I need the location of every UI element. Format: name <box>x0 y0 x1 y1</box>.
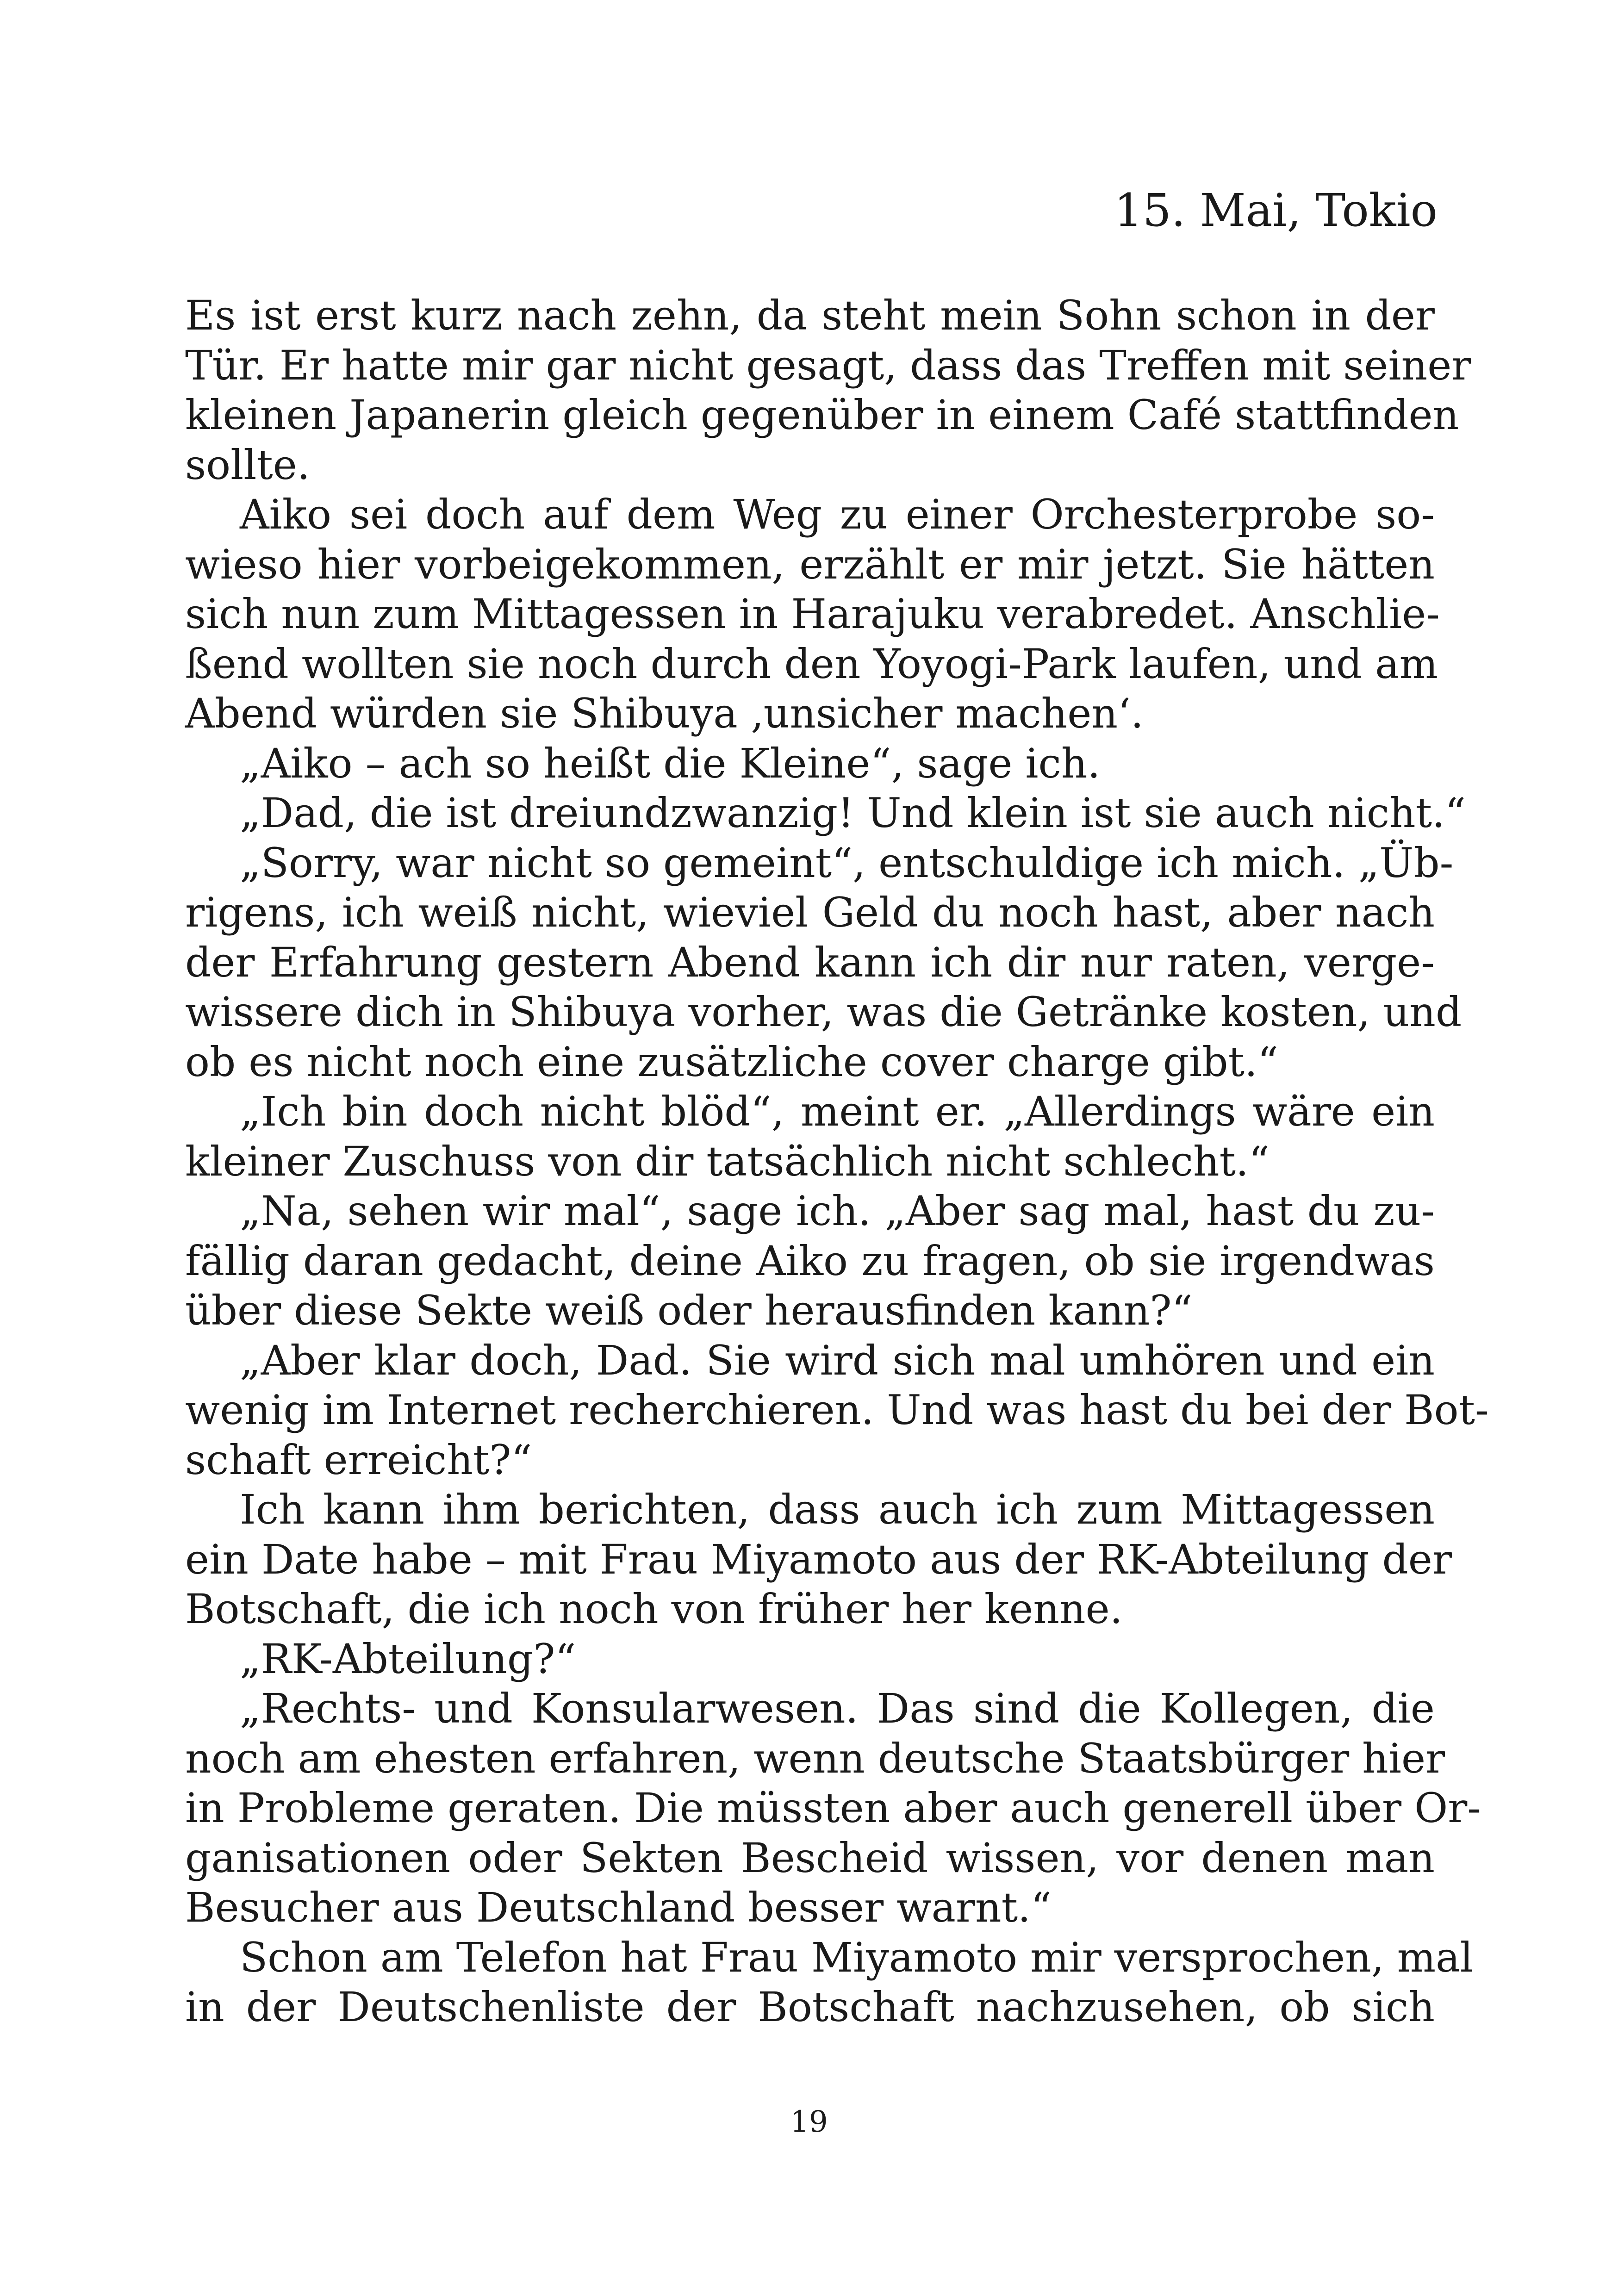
text-line: „Ich bin doch nicht blöd“, meint er. „Allerdings wäre ein <box>240 1088 1435 1135</box>
text-line: Schon am Telefon hat Frau Miyamoto mir versprochen, mal <box>240 1933 1473 1981</box>
text-line: „Sorry, war nicht so gemeint“, entschuldige ich mich. „Üb- <box>240 839 1454 887</box>
text-line: wieso hier vorbeigekommen, erzählt er mir jetzt. Sie hätten <box>185 540 1435 588</box>
text-line: „RK-Abteilung?“ <box>240 1635 576 1683</box>
text-line: sich nun zum Mittagessen in Harajuku verabredet. Anschlie- <box>185 590 1440 638</box>
text-line: ßend wollten sie noch durch den Yoyogi-Park laufen, und am <box>185 640 1438 688</box>
body-text <box>185 291 1489 2032</box>
text-line: „Na, sehen wir mal“, sage ich. „Aber sag mal, hast du zu- <box>240 1187 1435 1235</box>
text-line: „Aber klar doch, Dad. Sie wird sich mal umhören und ein <box>240 1336 1435 1384</box>
text-line: über diese Sekte weiß oder herausfinden kann?“ <box>185 1287 1193 1334</box>
chapter-heading: 15. Mai, Tokio <box>1114 184 1438 236</box>
text-line: Ich kann ihm berichten, dass auch ich zum Mittagessen <box>240 1486 1435 1533</box>
text-line: in der Deutschenliste der Botschaft nachzusehen, ob sich <box>185 1983 1435 2031</box>
text-line: noch am ehesten erfahren, wenn deutsche Staatsbürger hier <box>185 1734 1445 1782</box>
text-line: ob es nicht noch eine zusätzliche cover charge gibt.“ <box>185 1038 1278 1086</box>
text-line: schaft erreicht?“ <box>185 1436 532 1484</box>
text-line: wissere dich in Shibuya vorher, was die Getränke kosten, und <box>185 988 1462 1036</box>
text-line: wenig im Internet recherchieren. Und was hast du bei der Bot- <box>185 1386 1489 1434</box>
text-line: der Erfahrung gestern Abend kann ich dir nur raten, verge- <box>185 938 1435 986</box>
text-line: Tür. Er hatte mir gar nicht gesagt, dass das Treffen mit seiner <box>185 341 1471 389</box>
text-line: Aiko sei doch auf dem Weg zu einer Orchesterprobe so- <box>240 491 1435 538</box>
text-line: in Probleme geraten. Die müssten aber auch generell über Or- <box>185 1784 1481 1832</box>
text-line: „Aiko – ach so heißt die Kleine“, sage ich. <box>240 739 1101 787</box>
text-line: Besucher aus Deutschland besser warnt.“ <box>185 1884 1052 1931</box>
text-line: Es ist erst kurz nach zehn, da steht mein Sohn schon in der <box>185 292 1435 339</box>
text-line: ganisationen oder Sekten Bescheid wissen, vor denen man <box>185 1834 1435 1882</box>
text-line: „Dad, die ist dreiundzwanzig! Und klein ist sie auch nicht.“ <box>240 789 1466 837</box>
text-line: kleinen Japanerin gleich gegenüber in einem Café stattfinden <box>185 391 1459 439</box>
page-number: 19 <box>790 2105 828 2139</box>
text-line: „Rechts- und Konsularwesen. Das sind die Kollegen, die <box>240 1685 1435 1732</box>
text-line: rigens, ich weiß nicht, wieviel Geld du noch hast, aber nach <box>185 889 1435 936</box>
text-line: ein Date habe – mit Frau Miyamoto aus der RK-Abteilung der <box>185 1535 1452 1583</box>
text-line: Abend würden sie Shibuya ‚unsicher machen‘. <box>185 690 1144 737</box>
text-line: kleiner Zuschuss von dir tatsächlich nicht schlecht.“ <box>185 1137 1270 1185</box>
text-line: sollte. <box>185 441 310 489</box>
text-line: Botschaft, die ich noch von früher her kenne. <box>185 1585 1123 1633</box>
text-line: fällig daran gedacht, deine Aiko zu fragen, ob sie irgendwas <box>185 1237 1435 1285</box>
